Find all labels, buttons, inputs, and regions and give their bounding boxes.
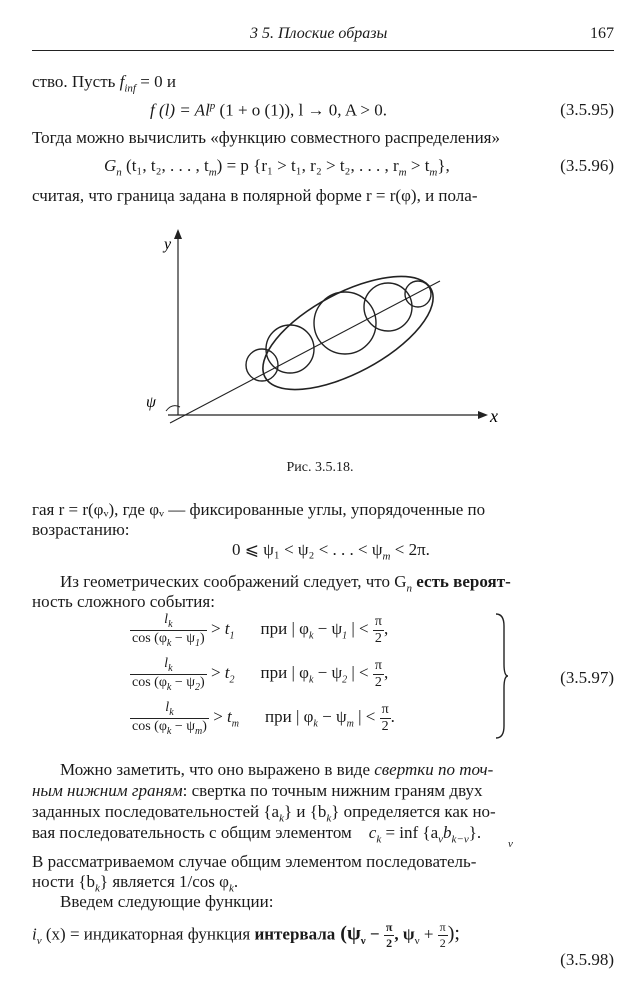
ray-line	[170, 281, 440, 423]
para4-line-2: ным нижним граням: свертка по точным нижним граням двух	[32, 781, 483, 800]
x-axis-label: x	[490, 406, 498, 426]
inequality-chain: 0 ⩽ ψ₁ < ψ₂ < . . . < $\psi_m < 2\pi$.	[232, 540, 430, 563]
equation-3-5-95: f $(l) = Al^p$ (1 + o (1)), l → 0, A > 0.	[150, 100, 387, 120]
ellipse-region	[246, 254, 450, 413]
para4-line-4: вая последовательность с общим элементом $c_k$ = inf $\{a_\nu b_{k-\nu}\}$.	[32, 823, 482, 846]
y-axis-label: y	[164, 236, 172, 253]
equation-number-96: (3.5.96)	[560, 156, 614, 175]
para5-line-3: Введем следующие функции:	[60, 892, 274, 911]
equation-3-5-96: $G_n$ (t₁, t₂, . . . , $t_m) = p$ {r₁ > t₁, r₂ > t₂, . . . , $r_m > t_m$},	[104, 156, 450, 179]
para3-line-1: Из геометрических соображений следует, что $G_n$ есть вероят-	[60, 572, 511, 595]
inequality-row: $\frac{l_k}{\cos (\varphi_k - \psi_m)}$ > $t_m$ при | $\varphi_k - \psi_m$ | < $\frac{\pi}{2}$ .	[132, 700, 395, 737]
header-title: 3 5. Плоские образы	[250, 25, 388, 42]
para5-line-2: ности $\{b_k\}$ является 1/cos $\varphi_k$.	[32, 872, 239, 895]
x-axis-arrow	[478, 411, 488, 419]
angle-label: ψ	[146, 394, 156, 411]
text-line-3: считая, что граница задана в полярной форме r = r(φ), и пола-	[32, 186, 478, 205]
para4-line-1: Можно заметить, что оно выражено в виде свертки по точ-	[60, 760, 494, 779]
text-line-2: Тогда можно вычислить «функцию совместного распределения»	[32, 128, 500, 147]
text-line-1: ство. Пусть $f_{inf} = 0$ и	[32, 72, 176, 95]
pi-over-two: $\frac{\pi}{2}$	[374, 657, 382, 690]
circle-2	[266, 325, 314, 373]
para3-line-2: ность сложного события:	[32, 592, 215, 611]
equation-number-97: (3.5.97)	[560, 668, 614, 687]
inequality-row: $\frac{l_k}{\cos (\varphi_k - \psi_1)}$ > $t_1$ при | $\varphi_k - \psi_1$ | < $\frac{\pi}{2}$ ,	[132, 612, 389, 649]
para4-line-3: заданных последовательностей $\{a_k\}$ и $\{b_k\}$ определяется как но-	[32, 802, 496, 825]
figure-caption: Рис. 3.5.18.	[286, 460, 354, 475]
right-brace	[494, 612, 508, 740]
pi-over-two: $\frac{\pi}{2}$	[381, 701, 389, 734]
ratio-fraction: $\frac{l_k}{\cos (\varphi_k - \psi_m)}$	[132, 700, 207, 737]
circle-1	[246, 349, 278, 381]
ratio-fraction: $\frac{l_k}{\cos (\varphi_k - \psi_2)}$	[132, 656, 205, 693]
pi-over-two: $\frac{\pi}{2}$	[374, 613, 382, 646]
ratio-fraction: $\frac{l_k}{\cos (\varphi_k - \psi_1)}$	[132, 612, 205, 649]
page-number: 167	[590, 25, 614, 42]
header-rule	[32, 50, 614, 51]
equation-number-98: (3.5.98)	[560, 950, 614, 969]
y-axis-arrow	[174, 229, 182, 239]
figure-ellipse-diagram	[140, 225, 510, 435]
para2-line-2: возрастанию:	[32, 520, 130, 539]
equation-number-95: (3.5.95)	[560, 100, 614, 119]
inf-subscript: ν	[508, 838, 513, 850]
circle-3	[314, 292, 376, 354]
inequality-row: $\frac{l_k}{\cos (\varphi_k - \psi_2)}$ > $t_2$ при | $\varphi_k - \psi_2$ | < $\frac{\pi}{2}$ ,	[132, 656, 389, 693]
para5-line-1: В рассматриваемом случае общим элементом последователь-	[32, 852, 477, 871]
equation-3-5-98: $i_\nu$ (x) = индикаторная функция интервала ($\psi_\nu$ − $\frac{\pi}{2}$ , $\psi_\nu$ + $\frac{\pi}{2}$ );	[32, 920, 460, 950]
para2-line-1: гая r = r(φᵥ), где φᵥ — фиксированные углы, упорядоченные по	[32, 500, 486, 519]
running-header	[0, 25, 640, 51]
